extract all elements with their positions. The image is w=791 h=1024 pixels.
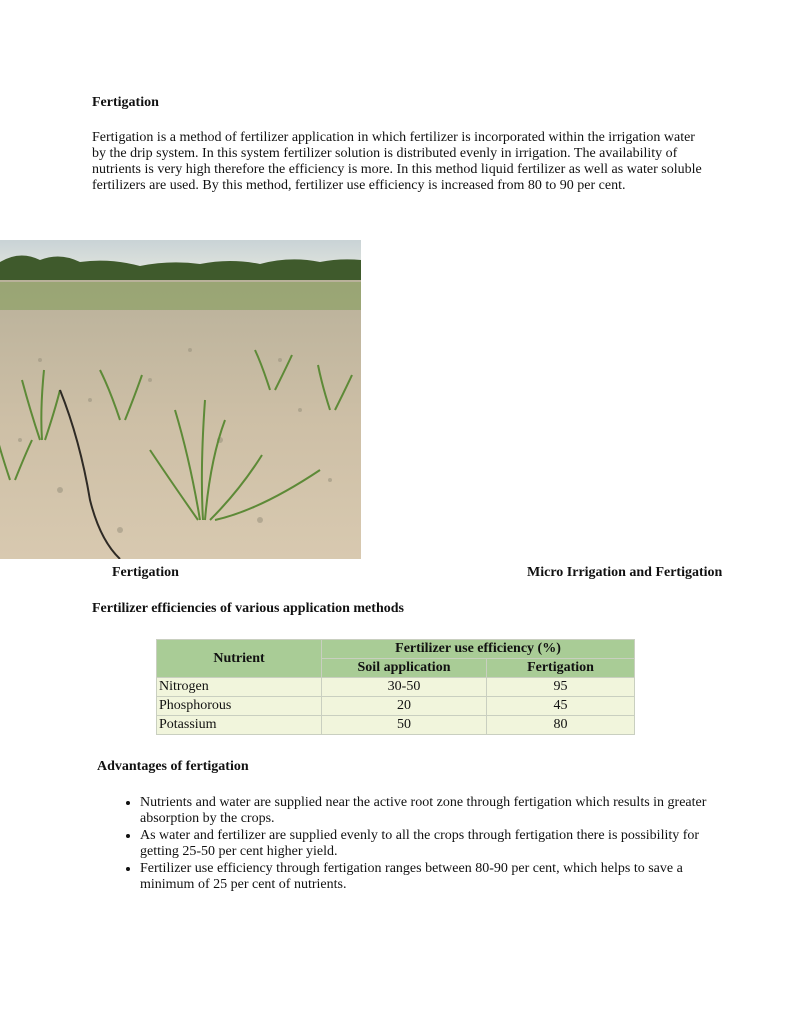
cell-soil: 20 [322, 697, 487, 716]
field-photo [0, 240, 361, 559]
section-title: Fertigation [92, 95, 159, 110]
header-nutrient: Nutrient [157, 640, 322, 678]
efficiency-table [156, 639, 635, 735]
list-item: • Fertilizer use efficiency through fertigation ranges between 80-90 per cent, which helps to save a minimum of 25 per cent of nutrients. [140, 861, 720, 893]
page-header: Micro Irrigation and Fertigation [527, 565, 723, 580]
photo-caption: Fertigation [112, 565, 179, 580]
advantages-title: Advantages of fertigation [97, 759, 249, 774]
cell-fertigation: 45 [487, 697, 635, 716]
cell-fertigation: 95 [487, 678, 635, 697]
cell-soil: 30-50 [322, 678, 487, 697]
list-item: • As water and fertilizer are supplied evenly to all the crops through fertigation there is possibility for getting 25-50 per cent higher yield. [140, 828, 720, 860]
table-row [157, 697, 635, 716]
table-row [157, 716, 635, 735]
intro-paragraph: Fertigation is a method of fertilizer application in which fertilizer is incorporated within the irrigation water by the drip system. In this system fertilizer solution is distributed evenly in irrigation. The availability of nutrients is very high therefore the efficiency is more. In this method liquid fertilizer as well as water soluble fertilizers are used. By this method, fertilizer use efficiency is increased from 80 to 90 per cent. [92, 130, 702, 193]
cell-nutrient: Phosphorous [157, 697, 322, 716]
header-group: Fertilizer use efficiency (%) [322, 640, 635, 659]
header-fertigation: Fertigation [487, 659, 635, 678]
table-row [157, 678, 635, 697]
cell-fertigation: 80 [487, 716, 635, 735]
cell-nutrient: Potassium [157, 716, 322, 735]
list-item: • Nutrients and water are supplied near the active root zone through fertigation which results in greater absorption by the crops. [140, 795, 720, 827]
cell-soil: 50 [322, 716, 487, 735]
cell-nutrient: Nitrogen [157, 678, 322, 697]
header-soil: Soil application [322, 659, 487, 678]
advantages-list [112, 795, 720, 894]
table-title: Fertilizer efficiencies of various application methods [92, 601, 404, 616]
